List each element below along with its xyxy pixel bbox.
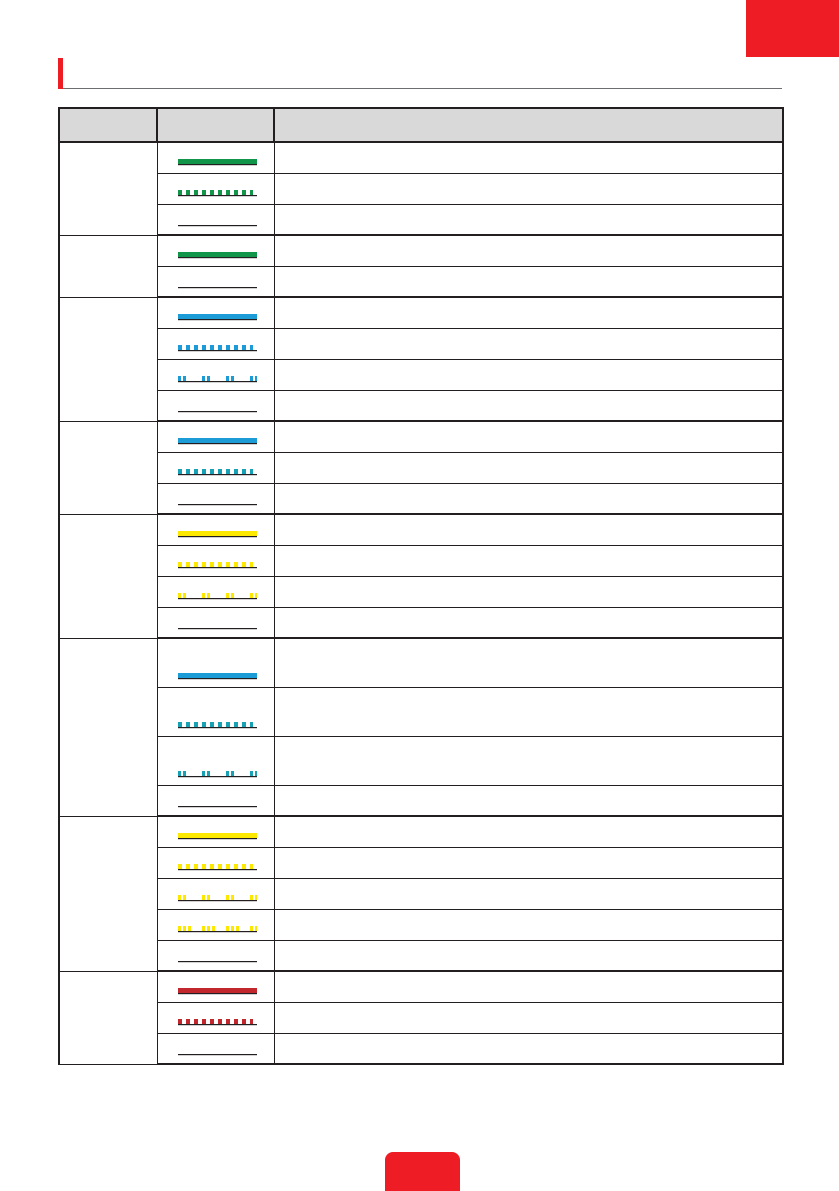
led-segment — [202, 469, 206, 474]
led-dotted-indicator — [178, 562, 257, 569]
led-segment — [242, 722, 246, 727]
status-pattern-cell — [157, 971, 274, 1002]
led-off-line — [178, 628, 257, 629]
table-row — [59, 266, 783, 297]
led-segment — [186, 864, 190, 869]
header-indicator — [59, 108, 157, 142]
led-segment — [255, 895, 257, 900]
led-segment — [231, 926, 234, 931]
led-baseline — [178, 900, 257, 901]
led-blink-slow-indicator — [178, 593, 257, 600]
table-row — [59, 421, 783, 452]
table-header-row — [59, 108, 783, 142]
led-segment — [178, 771, 181, 776]
led-solid-indicator — [178, 531, 257, 538]
page-corner-tab — [746, 0, 839, 57]
led-off-line — [178, 504, 257, 505]
indicator-legend-table — [58, 107, 784, 1065]
status-description — [274, 1033, 783, 1064]
led-segment — [218, 345, 222, 350]
led-segment — [218, 864, 222, 869]
led-segment — [234, 345, 238, 350]
table-row — [59, 204, 783, 235]
led-baseline — [178, 931, 257, 932]
led-segment — [231, 895, 234, 900]
led-segment — [178, 833, 257, 838]
led-off-indicator — [178, 499, 257, 506]
led-segment — [202, 771, 205, 776]
indicator-group-label — [59, 816, 157, 971]
led-baseline — [178, 536, 257, 537]
led-off-indicator — [178, 956, 257, 963]
led-blink-slow-indicator — [178, 771, 257, 778]
status-description — [274, 514, 783, 545]
table-row — [59, 638, 783, 687]
led-dotted-indicator — [178, 190, 257, 197]
led-segment — [234, 190, 238, 195]
status-description — [274, 878, 783, 909]
status-pattern-cell — [157, 204, 274, 235]
led-off-line — [178, 1054, 257, 1055]
status-description — [274, 687, 783, 736]
led-segment — [194, 722, 198, 727]
led-segment — [207, 376, 210, 381]
status-pattern-cell — [157, 328, 274, 359]
led-segment — [255, 593, 257, 598]
led-segment — [218, 190, 222, 195]
status-description — [274, 142, 783, 173]
led-segment — [210, 345, 214, 350]
led-segment — [207, 895, 210, 900]
led-segment — [178, 159, 257, 164]
table-row — [59, 687, 783, 736]
led-off-line — [178, 806, 257, 807]
status-description — [274, 328, 783, 359]
led-segment — [226, 722, 230, 727]
table-row — [59, 359, 783, 390]
led-segment — [218, 1019, 222, 1024]
led-baseline — [178, 567, 257, 568]
led-solid-indicator — [178, 988, 257, 995]
led-dotted-indicator — [178, 345, 257, 352]
led-segment — [194, 469, 198, 474]
table-row — [59, 1033, 783, 1064]
led-segment — [194, 1019, 198, 1024]
led-segment — [226, 190, 230, 195]
led-segment — [178, 1019, 182, 1024]
led-segment — [250, 895, 253, 900]
status-description — [274, 266, 783, 297]
led-segment — [226, 345, 230, 350]
led-segment — [226, 895, 229, 900]
status-pattern-cell — [157, 909, 274, 940]
led-segment — [234, 469, 238, 474]
led-segment — [218, 562, 222, 567]
led-segment — [186, 722, 190, 727]
led-segment — [202, 926, 205, 931]
led-solid-indicator — [178, 252, 257, 259]
status-pattern-cell — [157, 142, 274, 173]
status-pattern-cell — [157, 483, 274, 514]
led-segment — [226, 864, 230, 869]
led-segment — [210, 190, 214, 195]
led-segment — [231, 593, 234, 598]
led-blink-triple-indicator — [178, 926, 257, 933]
led-baseline — [178, 474, 257, 475]
led-off-indicator — [178, 282, 257, 289]
led-segment — [183, 593, 186, 598]
led-segment — [202, 895, 205, 900]
led-segment — [186, 345, 190, 350]
table-row — [59, 452, 783, 483]
led-segment — [210, 562, 214, 567]
status-description — [274, 204, 783, 235]
led-segment — [178, 314, 257, 319]
led-off-line — [178, 961, 257, 962]
led-segment — [207, 926, 210, 931]
indicator-group-label — [59, 638, 157, 816]
led-segment — [250, 562, 253, 567]
led-segment — [210, 864, 214, 869]
table-row — [59, 297, 783, 328]
table-row — [59, 390, 783, 421]
led-baseline — [178, 164, 257, 165]
table-row — [59, 235, 783, 266]
led-baseline — [178, 869, 257, 870]
status-description — [274, 390, 783, 421]
status-description — [274, 297, 783, 328]
led-segment — [212, 926, 215, 931]
led-segment — [218, 722, 222, 727]
status-pattern-cell — [157, 359, 274, 390]
status-description — [274, 940, 783, 971]
table-row — [59, 576, 783, 607]
header-status — [157, 108, 274, 142]
led-segment — [226, 376, 229, 381]
led-baseline — [178, 319, 257, 320]
led-segment — [242, 345, 246, 350]
status-description — [274, 638, 783, 687]
status-pattern-cell — [157, 1033, 274, 1064]
led-segment — [207, 593, 210, 598]
table-row — [59, 545, 783, 576]
led-off-line — [178, 225, 257, 226]
status-description — [274, 1002, 783, 1033]
status-pattern-cell — [157, 297, 274, 328]
table-row — [59, 607, 783, 638]
led-baseline — [178, 838, 257, 839]
status-description — [274, 847, 783, 878]
led-off-indicator — [178, 1049, 257, 1056]
led-segment — [178, 376, 181, 381]
led-blink-slow-indicator — [178, 376, 257, 383]
led-segment — [250, 469, 253, 474]
led-segment — [202, 864, 206, 869]
led-segment — [183, 376, 186, 381]
page-number-tab — [385, 1152, 460, 1191]
led-segment — [178, 190, 182, 195]
led-baseline — [178, 993, 257, 994]
led-segment — [242, 1019, 246, 1024]
led-segment — [250, 926, 253, 931]
led-segment — [178, 252, 257, 257]
led-segment — [178, 438, 257, 443]
table-row — [59, 785, 783, 816]
section-title-rule — [63, 88, 782, 89]
status-description — [274, 909, 783, 940]
status-pattern-cell — [157, 390, 274, 421]
table-row — [59, 909, 783, 940]
led-baseline — [178, 598, 257, 599]
led-segment — [234, 864, 238, 869]
led-segment — [250, 864, 253, 869]
led-segment — [250, 1019, 253, 1024]
led-segment — [183, 926, 186, 931]
led-segment — [242, 864, 246, 869]
status-description — [274, 736, 783, 785]
led-segment — [178, 926, 181, 931]
led-segment — [194, 864, 198, 869]
led-dotted-indicator — [178, 1019, 257, 1026]
indicator-group-label — [59, 142, 157, 235]
led-baseline — [178, 350, 257, 351]
table-row — [59, 173, 783, 204]
led-segment — [178, 593, 181, 598]
led-solid-indicator — [178, 159, 257, 166]
led-segment — [231, 376, 234, 381]
led-segment — [234, 562, 238, 567]
led-baseline — [178, 443, 257, 444]
led-segment — [210, 1019, 214, 1024]
status-description — [274, 545, 783, 576]
led-off-indicator — [178, 406, 257, 413]
led-baseline — [178, 257, 257, 258]
led-segment — [234, 1019, 238, 1024]
led-segment — [194, 190, 198, 195]
led-segment — [178, 864, 182, 869]
indicator-group-label — [59, 235, 157, 297]
status-pattern-cell — [157, 638, 274, 687]
status-description — [274, 421, 783, 452]
led-segment — [226, 593, 229, 598]
led-dotted-indicator — [178, 864, 257, 871]
status-pattern-cell — [157, 514, 274, 545]
led-segment — [202, 562, 206, 567]
status-description — [274, 971, 783, 1002]
led-segment — [178, 562, 182, 567]
led-segment — [183, 771, 186, 776]
table-row — [59, 142, 783, 173]
status-description — [274, 607, 783, 638]
table-row — [59, 1002, 783, 1033]
status-pattern-cell — [157, 847, 274, 878]
table-row — [59, 736, 783, 785]
table-row — [59, 514, 783, 545]
led-segment — [242, 190, 246, 195]
status-pattern-cell — [157, 736, 274, 785]
status-pattern-cell — [157, 687, 274, 736]
led-segment — [250, 722, 253, 727]
led-dotted-indicator — [178, 722, 257, 729]
led-baseline — [178, 776, 257, 777]
led-segment — [207, 771, 210, 776]
status-description — [274, 235, 783, 266]
led-segment — [250, 771, 253, 776]
led-segment — [250, 345, 253, 350]
led-segment — [226, 1019, 230, 1024]
table-row — [59, 483, 783, 514]
indicator-group-label — [59, 971, 157, 1064]
led-segment — [250, 376, 253, 381]
status-description — [274, 816, 783, 847]
section-title-marker — [58, 58, 63, 89]
led-dotted-indicator — [178, 469, 257, 476]
status-description — [274, 359, 783, 390]
table-row — [59, 971, 783, 1002]
led-segment — [186, 1019, 190, 1024]
led-off-indicator — [178, 623, 257, 630]
led-segment — [210, 722, 214, 727]
led-baseline — [178, 678, 257, 679]
status-pattern-cell — [157, 173, 274, 204]
led-solid-indicator — [178, 673, 257, 680]
led-segment — [186, 469, 190, 474]
led-baseline — [178, 1024, 257, 1025]
led-segment — [186, 562, 190, 567]
status-pattern-cell — [157, 607, 274, 638]
led-segment — [202, 190, 206, 195]
led-segment — [178, 469, 182, 474]
status-description — [274, 576, 783, 607]
led-segment — [178, 722, 182, 727]
led-segment — [226, 469, 230, 474]
led-segment — [202, 345, 206, 350]
indicator-group-label — [59, 421, 157, 514]
led-segment — [188, 926, 191, 931]
table-row — [59, 328, 783, 359]
led-segment — [255, 376, 257, 381]
status-description — [274, 173, 783, 204]
led-segment — [250, 593, 253, 598]
led-segment — [255, 771, 257, 776]
led-off-indicator — [178, 220, 257, 227]
led-segment — [242, 562, 246, 567]
status-pattern-cell — [157, 421, 274, 452]
status-description — [274, 452, 783, 483]
led-segment — [178, 531, 257, 536]
led-segment — [226, 562, 230, 567]
led-segment — [178, 673, 257, 678]
led-baseline — [178, 381, 257, 382]
led-segment — [186, 190, 190, 195]
led-segment — [236, 926, 239, 931]
led-baseline — [178, 195, 257, 196]
table-row — [59, 940, 783, 971]
status-pattern-cell — [157, 452, 274, 483]
led-segment — [242, 469, 246, 474]
status-pattern-cell — [157, 816, 274, 847]
led-segment — [234, 722, 238, 727]
status-description — [274, 483, 783, 514]
led-segment — [226, 771, 229, 776]
led-solid-indicator — [178, 314, 257, 321]
header-description — [274, 108, 783, 142]
table-row — [59, 816, 783, 847]
status-pattern-cell — [157, 576, 274, 607]
led-segment — [202, 1019, 206, 1024]
led-segment — [202, 593, 205, 598]
led-segment — [178, 988, 257, 993]
led-segment — [183, 895, 186, 900]
led-segment — [250, 190, 253, 195]
table-row — [59, 847, 783, 878]
status-pattern-cell — [157, 235, 274, 266]
status-pattern-cell — [157, 940, 274, 971]
led-blink-slow-indicator — [178, 895, 257, 902]
status-pattern-cell — [157, 266, 274, 297]
led-segment — [194, 562, 198, 567]
indicator-group-label — [59, 514, 157, 638]
led-off-indicator — [178, 801, 257, 808]
led-segment — [194, 345, 198, 350]
table-row — [59, 878, 783, 909]
led-segment — [255, 926, 257, 931]
led-off-line — [178, 287, 257, 288]
led-segment — [231, 771, 234, 776]
status-pattern-cell — [157, 878, 274, 909]
led-solid-indicator — [178, 833, 257, 840]
led-segment — [202, 722, 206, 727]
led-segment — [226, 926, 229, 931]
led-off-line — [178, 411, 257, 412]
status-pattern-cell — [157, 785, 274, 816]
indicator-group-label — [59, 297, 157, 421]
led-segment — [178, 895, 181, 900]
led-solid-indicator — [178, 438, 257, 445]
status-pattern-cell — [157, 545, 274, 576]
led-segment — [218, 469, 222, 474]
status-pattern-cell — [157, 1002, 274, 1033]
table-body — [59, 142, 783, 1064]
led-segment — [210, 469, 214, 474]
led-segment — [202, 376, 205, 381]
led-segment — [178, 345, 182, 350]
led-baseline — [178, 727, 257, 728]
status-description — [274, 785, 783, 816]
